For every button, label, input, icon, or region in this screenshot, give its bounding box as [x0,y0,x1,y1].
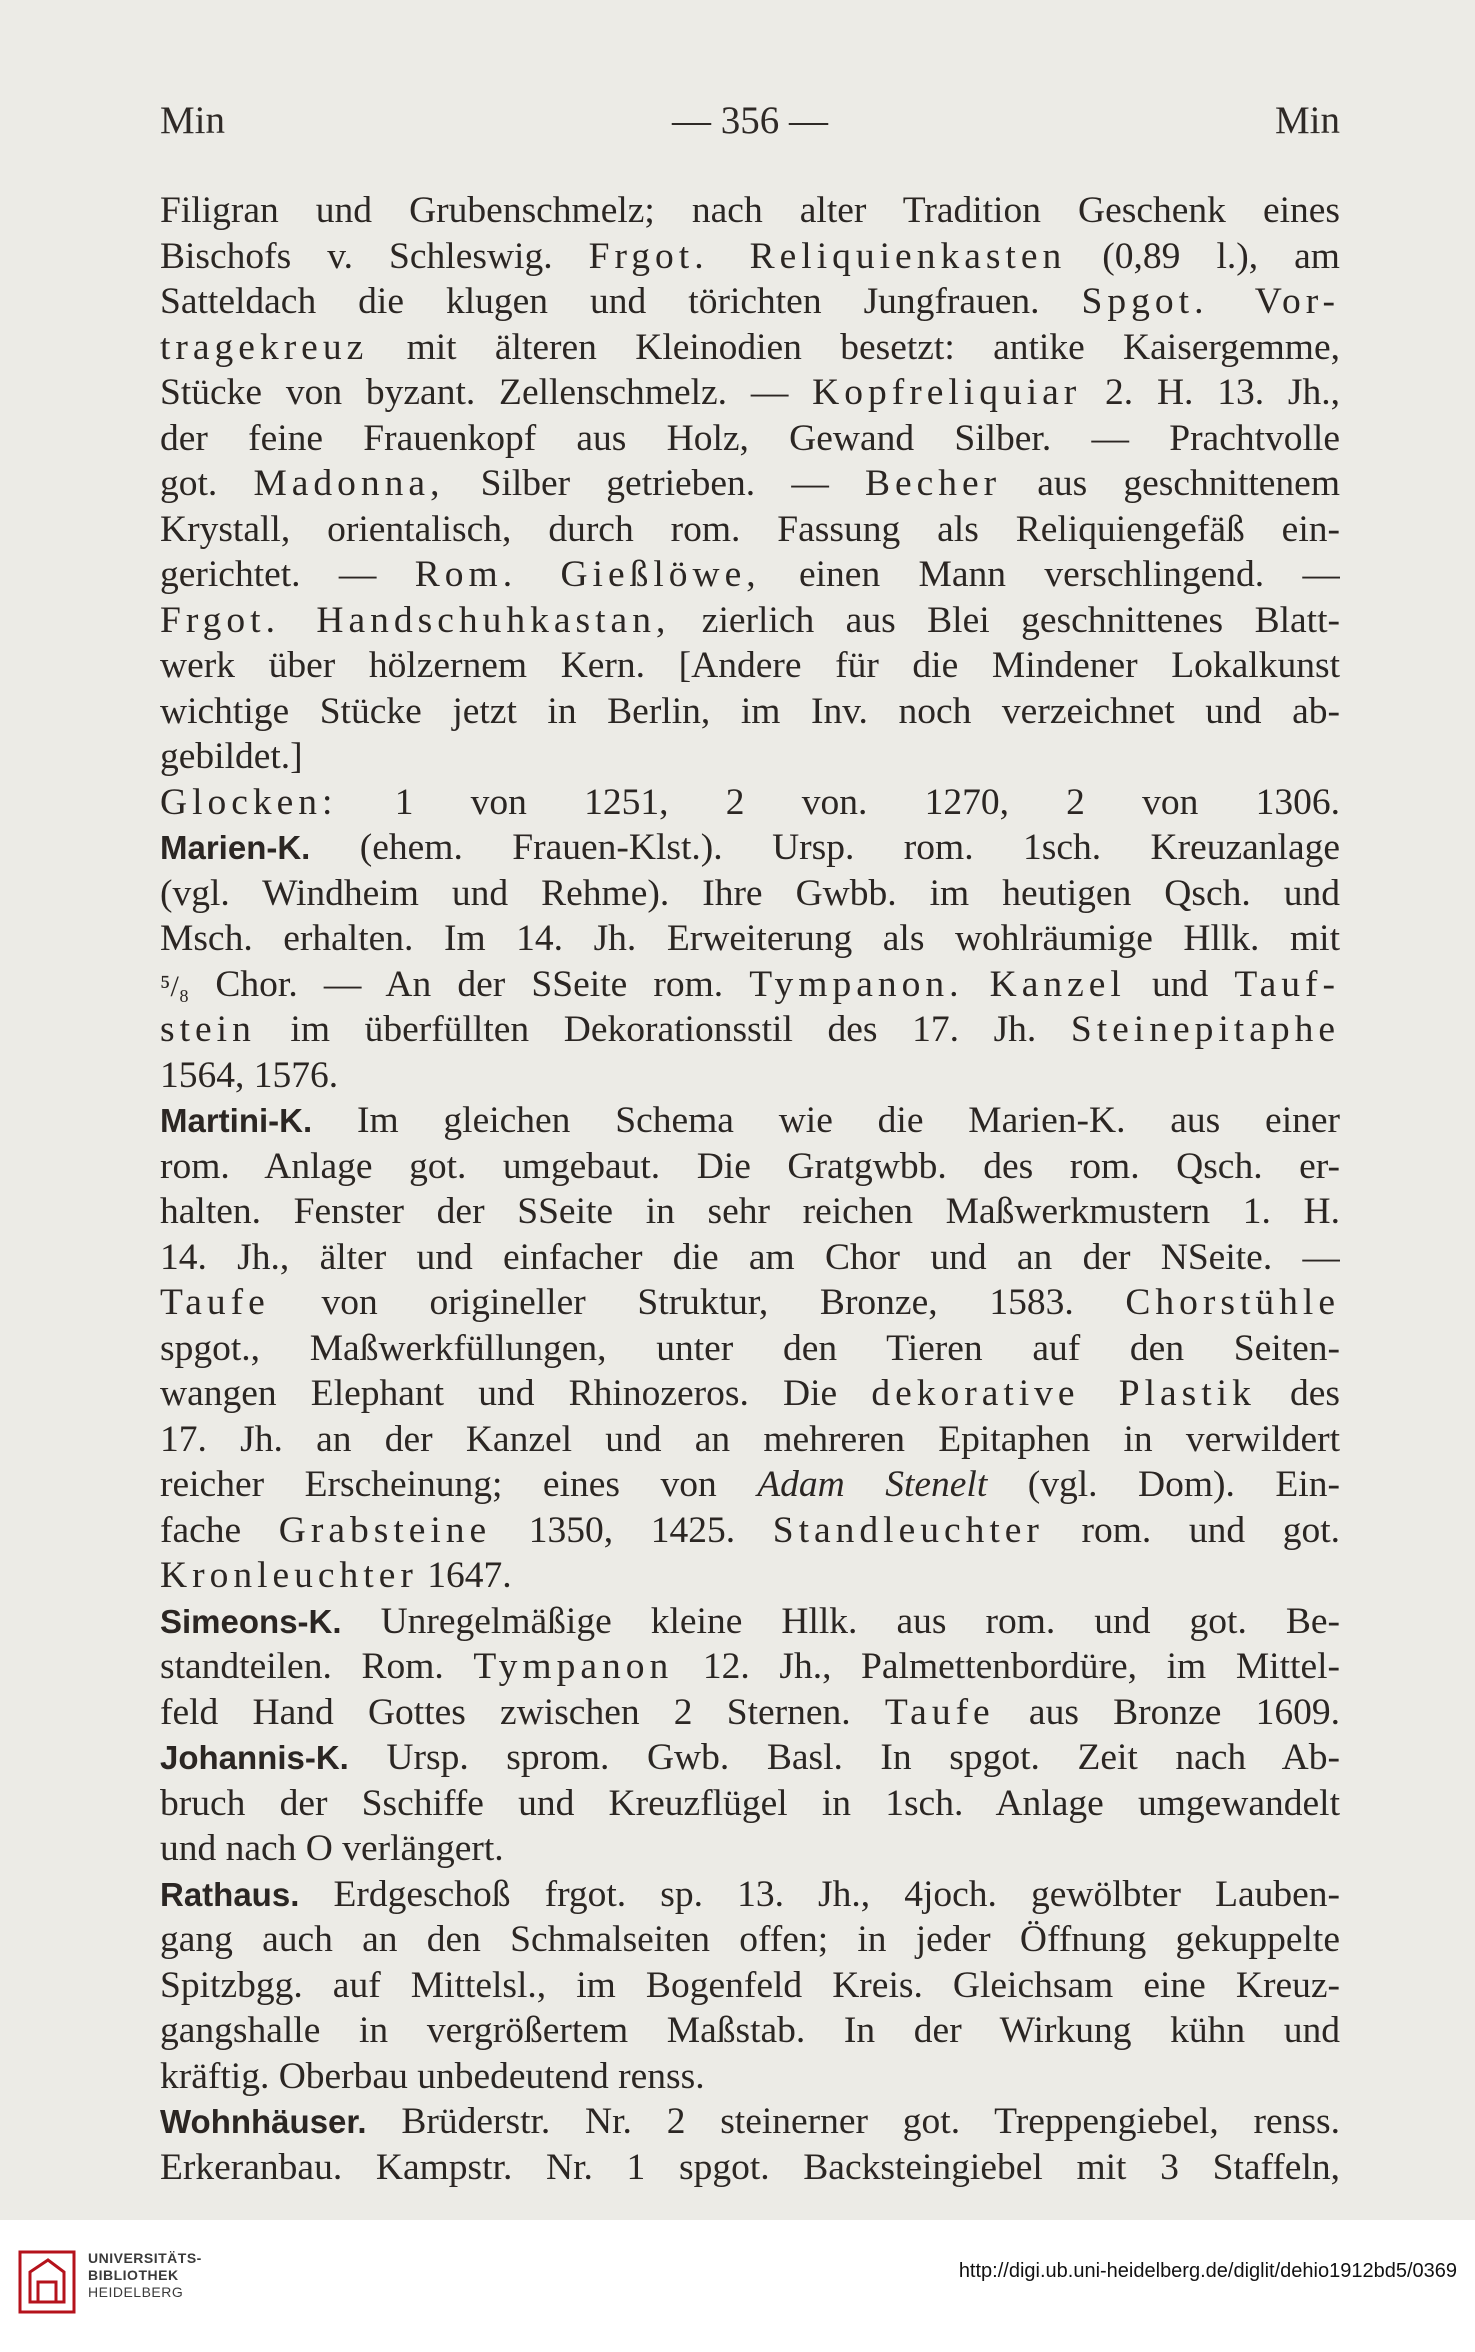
page-header [160,98,1340,154]
text-run: einen Mann verschlingend. — [760,554,1340,595]
text-run: 17. Jh. an der Kanzel und an mehreren Epitaphen in verwildert [160,1418,1340,1460]
text-run: bruch der Sschiffe und Kreuzflügel in 1sch. Anlage umgewandelt [160,1782,1340,1824]
spaced-emphasis: Tauf- [1234,963,1340,1005]
logo-line-1: UNIVERSITÄTS- [88,2250,202,2266]
text-line [160,507,1340,553]
text-line [160,1735,1340,1781]
text-line [160,1235,1340,1281]
text-line [160,780,1340,826]
text-run: reicher Erscheinung; eines von [160,1464,758,1505]
footer-bar [0,2220,1475,2352]
spaced-emphasis: dekorative Plastik [871,1373,1256,1414]
text-run: Satteldach die klugen und törichten Jungfrauen. [160,281,1082,322]
text-line [160,643,1340,689]
text-line [160,2099,1340,2145]
text-line [160,2054,1340,2100]
spaced-emphasis: tragekreuz [160,326,369,368]
spaced-emphasis: Madonna, [253,463,445,504]
text-line [160,1371,1340,1417]
text-run: (vgl. Windheim und Rehme). Ihre Gwbb. im heutigen Qsch. und [160,872,1340,914]
text-run: Erdgeschoß frgot. sp. 13. Jh., 4joch. gewölbter Lauben- [299,1873,1340,1915]
text-run: feld Hand Gottes zwischen 2 Sternen. [160,1691,885,1733]
italic-name: Adam Stenelt [757,1464,988,1505]
text-line [160,325,1340,371]
text-line [160,1599,1340,1645]
text-run: Ursp. sprom. Gwb. Basl. In spgot. Zeit nach Ab- [348,1737,1340,1778]
text-line [160,416,1340,462]
text-run: gang auch an den Schmalseiten offen; in jeder Öffnung gekuppelte [160,1919,1340,1960]
text-run: Brüderstr. Nr. 2 steinerner got. Treppengiebel, renss. [366,2101,1340,2142]
text-line [160,2145,1340,2191]
text-line [160,370,1340,416]
text-run: (0,89 l.), am [1066,235,1340,277]
text-line [160,734,1340,780]
section-keyword: Martini-K. [160,1102,313,1139]
text-run: von origineller Struktur, Bronze, 1583. [269,1282,1126,1323]
text-line [160,1872,1340,1918]
text-line [160,598,1340,644]
fraction: ⁵/₈ [160,969,190,1003]
text-run: 1350, 1425. [491,1509,773,1551]
text-run: des [1255,1373,1340,1414]
text-run: und nach O verlängert. [160,1828,504,1869]
text-run: Filigran und Grubenschmelz; nach alter Tradition Geschenk eines [160,190,1340,231]
text-line [160,916,1340,962]
section-keyword: Simeons-K. [160,1602,342,1640]
section-keyword: Rathaus. [160,1875,300,1913]
text-run: gebildet.] [160,736,303,777]
text-run: Im gleichen Schema wie die Marien-K. aus einer [312,1100,1340,1141]
text-line [160,689,1340,735]
text-line [160,1690,1340,1736]
text-line [160,1144,1340,1190]
spaced-emphasis: Spgot. Vor- [1081,281,1340,322]
text-line [160,1326,1340,1372]
text-run: mit älteren Kleinodien besetzt: antike Kaisergemme, [368,326,1340,368]
text-run: im überfüllten Dekorationsstil des 17. Jh. [255,1009,1071,1050]
text-line [160,1280,1340,1326]
text-line [160,2008,1340,2054]
text-run: gangshalle in vergrößertem Maßstab. In der Wirkung kühn und [160,2010,1340,2051]
text-run: (ehem. Frauen-Klst.). Ursp. rom. 1sch. Kreuzanlage [310,827,1340,868]
text-run: spgot., Maßwerkfüllungen, unter den Tieren auf den Seiten- [160,1327,1340,1369]
text-run: 1 von 1251, 2 von. 1270, 2 von 1306. [337,781,1340,823]
spaced-emphasis: Becher [864,463,1002,504]
text-line [160,552,1340,598]
text-run: Chor. — An der SSeite rom. [189,963,750,1005]
text-line [160,1053,1340,1099]
logo-line-2: BIBLIOTHEK [88,2267,179,2283]
body-text [160,188,1340,2190]
text-line [160,1462,1340,1508]
spaced-emphasis: stein [160,1009,256,1050]
spaced-emphasis: Tympanon [473,1646,674,1687]
spaced-emphasis: Frgot. Handschuhkastan, [160,599,671,641]
text-run: halten. Fenster der SSeite in sehr reichen Maßwerkmustern 1. H. [160,1191,1340,1232]
spaced-emphasis: Taufe [160,1282,270,1323]
spaced-emphasis: Kopfreliquiar [812,372,1082,413]
library-logo-icon [18,2250,76,2314]
logo-line-3: HEIDELBERG [88,2284,184,2300]
spaced-emphasis: Kronleuchter [160,1555,418,1596]
spaced-emphasis: Tympanon. [749,963,964,1005]
text-run: standteilen. Rom. [160,1646,474,1687]
spaced-emphasis: Taufe [884,1691,995,1733]
text-run: rom. und got. [1043,1509,1340,1551]
section-keyword: Johannis-K. [160,1739,349,1776]
page-number: — 356 — [672,99,828,142]
spaced-emphasis: Grabsteine [278,1509,492,1551]
text-run: und [1125,963,1235,1005]
text-run: Krystall, orientalisch, durch rom. Fassung als Reliquiengefäß ein- [160,508,1340,550]
text-run: 1564, 1576. [160,1054,339,1096]
text-run: kräftig. Oberbau unbedeutend renss. [160,2055,705,2097]
section-keyword: Wohnhäuser. [160,2103,367,2140]
text-line [160,1644,1340,1690]
text-run: (vgl. Dom). Ein- [987,1464,1340,1505]
section-keyword: Marien-K. [160,829,311,866]
text-run: aus geschnittenem [1001,463,1340,504]
library-logo-text [88,2250,288,2301]
text-run: der feine Frauenkopf aus Holz, Gewand Silber. — Prachtvolle [160,417,1340,459]
text-line [160,1963,1340,2009]
text-line [160,1508,1340,1554]
text-line [160,1417,1340,1463]
text-run: aus Bronze 1609. [994,1691,1340,1733]
text-line [160,962,1340,1008]
text-run: gerichtet. — [160,554,415,595]
text-run: 2. H. 13. Jh., [1081,372,1340,413]
text-line [160,1917,1340,1963]
spaced-emphasis: Chorstühle [1125,1282,1340,1323]
text-run: 12. Jh., Palmettenbordüre, im Mittel- [673,1646,1340,1687]
text-run: rom. Anlage got. umgebaut. Die Gratgwbb. des rom. Qsch. er- [160,1145,1340,1187]
text-run: werk über hölzernem Kern. [Andere für die Mindener Lokalkunst [160,645,1340,686]
text-run: zierlich aus Blei geschnittenes Blatt- [670,599,1340,641]
spaced-emphasis: Glocken: [160,781,338,823]
text-run: wangen Elephant und Rhinozeros. Die [160,1373,872,1414]
spaced-emphasis: Rom. Gießlöwe, [414,554,761,595]
spaced-emphasis: Kanzel [989,963,1126,1005]
text-line [160,1098,1340,1144]
text-run [964,964,990,1005]
spaced-emphasis: Frgot. Reliquienkasten [588,235,1067,277]
text-run: wichtige Stücke jetzt in Berlin, im Inv. noch verzeichnet und ab- [160,690,1340,732]
text-run: Stücke von byzant. Zellenschmelz. — [160,372,813,413]
text-run: Unregelmäßige kleine Hllk. aus rom. und got. Be- [341,1600,1340,1642]
text-run: Msch. erhalten. Im 14. Jh. Erweiterung als wohlräumige Hllk. mit [160,918,1340,959]
text-run: Silber getrieben. — [444,463,865,504]
header-left: Min [160,99,226,142]
text-line [160,461,1340,507]
text-line [160,1007,1340,1053]
text-run: 1647. [417,1555,512,1596]
text-line [160,1553,1340,1599]
text-line [160,1781,1340,1827]
text-run: Erkeranbau. Kampstr. Nr. 1 spgot. Backsteingiebel mit 3 Staffeln, [160,2146,1340,2188]
text-line [160,279,1340,325]
text-run: Spitzbgg. auf Mittelsl., im Bogenfeld Kreis. Gleichsam eine Kreuz- [160,1964,1340,2006]
text-run: Bischofs v. Schleswig. [160,235,589,277]
header-right: Min [1274,99,1340,142]
text-line [160,234,1340,280]
permalink-url[interactable]: http://digi.ub.uni-heidelberg.de/diglit/dehio1912bd5/0369 [958,2260,1457,2282]
text-line [160,871,1340,917]
text-run: got. [160,463,254,504]
text-line [160,1826,1340,1872]
text-line [160,1189,1340,1235]
text-run: fache [160,1509,279,1551]
spaced-emphasis: Standleuchter [772,1509,1044,1551]
text-run: 14. Jh., älter und einfacher die am Chor und an der NSeite. — [160,1236,1340,1278]
text-line [160,825,1340,871]
text-line [160,188,1340,234]
spaced-emphasis: Steinepitaphe [1070,1009,1340,1050]
